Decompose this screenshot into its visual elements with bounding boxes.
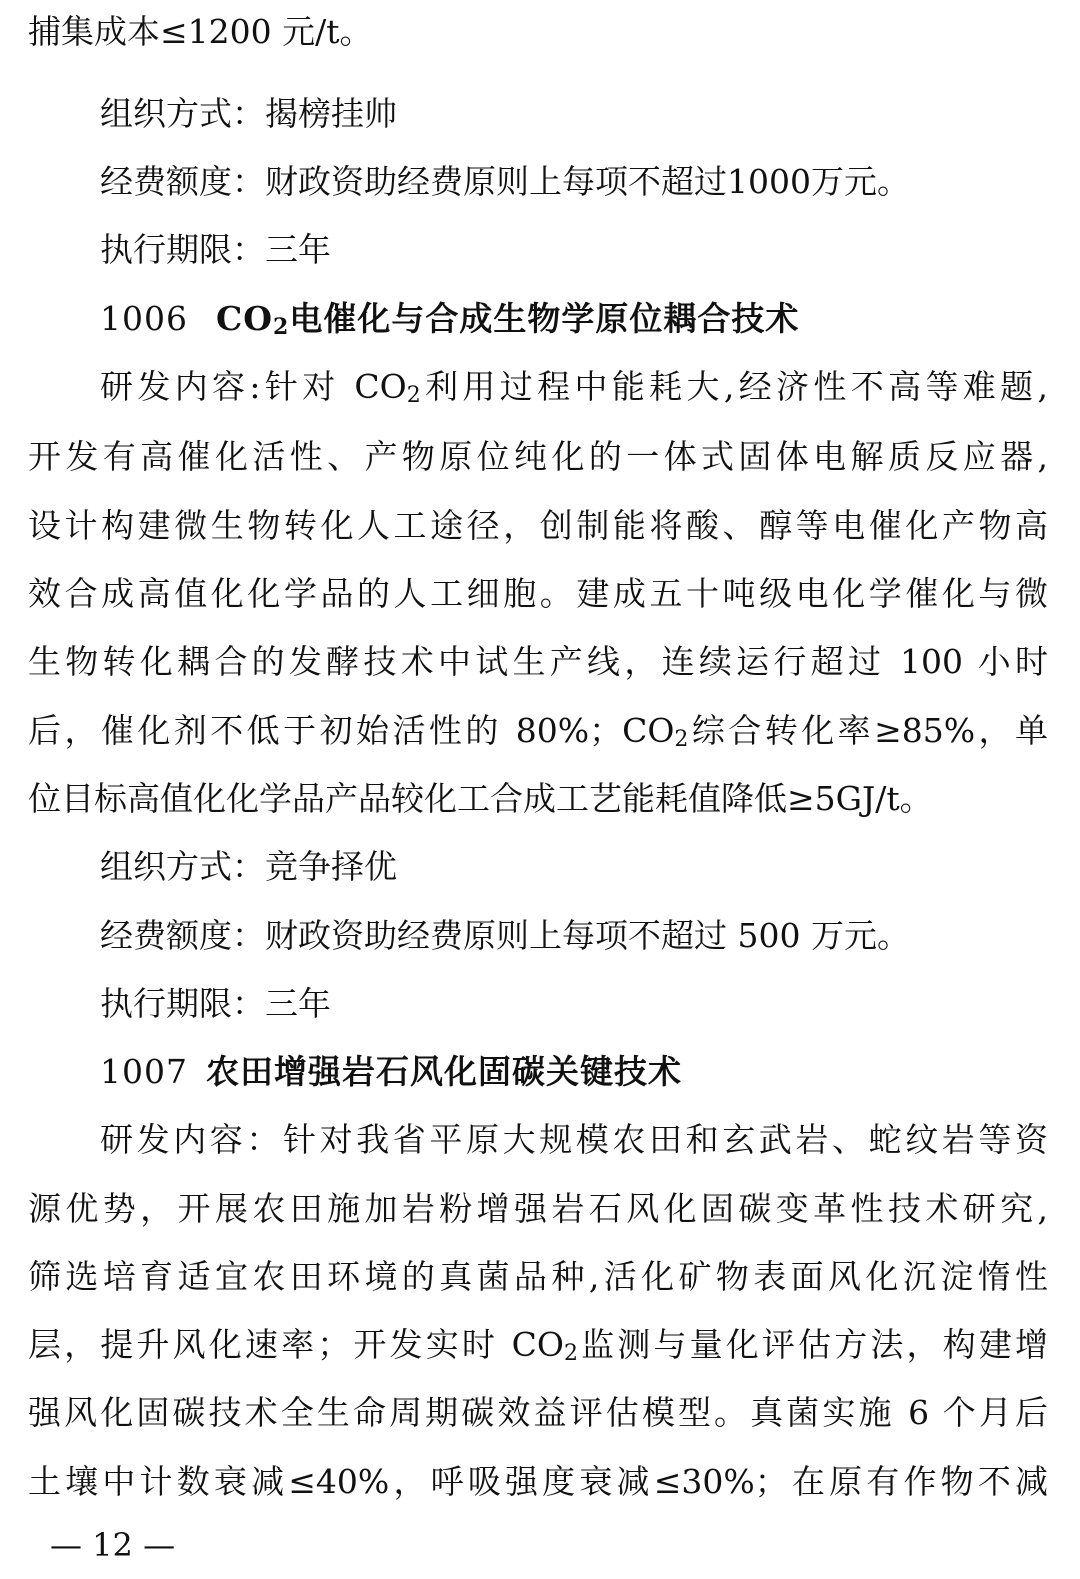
text-line: 捕集成本≤1200 元/t。 (28, 12, 373, 51)
text-line: 筛选培育适宜农田环境的真菌品种,活化矿物表面风化沉淀惰性 (28, 1257, 1048, 1296)
section-heading-1007: 1007 农田增强岩石风化固碳关键技术 (100, 1052, 682, 1091)
text-line: 强风化固碳技术全生命周期碳效益评估模型。真菌实施 6 个月后 (28, 1393, 1048, 1432)
text-line: 经费额度：财政资助经费原则上每项不超过 500 万元。 (100, 916, 910, 955)
text-line: 源优势，开展农田施加岩粉增强岩石风化固碳变革性技术研究, (28, 1189, 1048, 1228)
section-number: 1007 (100, 1052, 188, 1091)
text-line: 组织方式：揭榜挂帅 (100, 94, 397, 133)
text-line: 执行期限：三年 (100, 984, 331, 1023)
text-line: 开发有高催化活性、产物原位纯化的一体式固体电解质反应器, (28, 437, 1048, 476)
page-number: — 12 — (50, 1526, 176, 1564)
text-line: 执行期限：三年 (100, 230, 331, 269)
text-line: 组织方式：竞争择优 (100, 847, 397, 886)
text-line: 经费额度：财政资助经费原则上每项不超过1000万元。 (100, 162, 910, 201)
text-line: 效合成高值化化学品的人工细胞。建成五十吨级电化学催化与微 (28, 574, 1048, 613)
text-line: 后，催化剂不低于初始活性的 80%；$CO_2$综合转化率≥85%，单 (28, 711, 1048, 751)
text-line: 土壤中计数衰减≤40%，呼吸强度衰减≤30%；在原有作物不减 (28, 1462, 1048, 1501)
text-line: 位目标高值化化学品产品较化工合成工艺能耗值降低≥5GJ/t。 (28, 779, 933, 818)
text-line: 生物转化耦合的发酵技术中试生产线，连续运行超过 100 小时 (28, 642, 1048, 681)
section-number: 1006 (100, 299, 188, 338)
section-heading-1006: 1006 $CO_2$电催化与合成生物学原位耦合技术 (100, 299, 800, 339)
text-line: 设计构建微生物转化人工途径，创制能将酸、醇等电催化产物高 (28, 506, 1048, 545)
text-line: 研发内容：针对我省平原大规模农田和玄武岩、蛇纹岩等资 (100, 1120, 1048, 1159)
text-line: 层，提升风化速率；开发实时 $CO_2$监测与量化评估方法，构建增 (28, 1325, 1048, 1365)
text-line: 研发内容:针对 $CO_2$利用过程中能耗大,经济性不高等难题, (100, 367, 1048, 407)
